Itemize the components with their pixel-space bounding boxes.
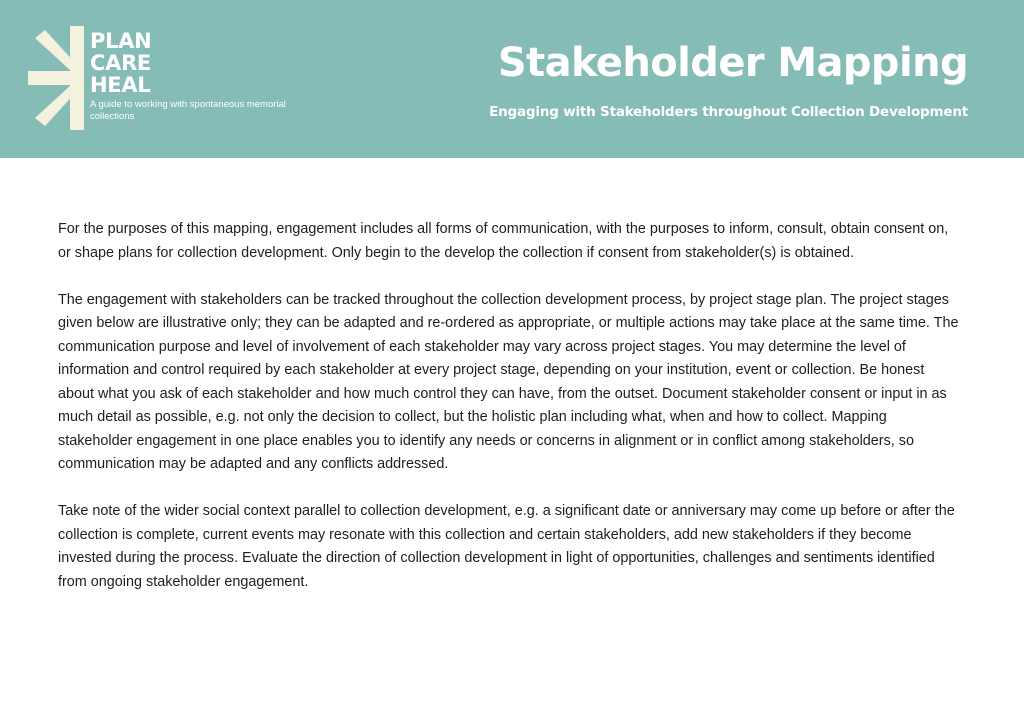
logo-word-care: CARE — [90, 51, 151, 75]
logo-wordmark — [90, 30, 290, 123]
paragraph: The engagement with stakeholders can be tracked throughout the collection development process, by project stage plan. The project stages given below are illustrative only; they can be adapted and re-ordered as appropriate, or multiple actions may take place at the same time. The communication purpose and level of involvement of each stakeholder may vary across project stages. You may determine the level of information and control required by each stakeholder at every project stage, depending on your institution, event or collection. Be honest about what you ask of each stakeholder and how much control they can have, from the outset. Document stakeholder consent or input in as much detail as possible, e.g. not only the decision to collect, but the holistic plan including what, when and how to collect. Mapping stakeholder engagement in one place enables you to identify any needs or concerns in alignment or in conflict among stakeholders, so communication may be adapted and any conflicts addressed. — [58, 291, 959, 472]
page-title: Stakeholder Mapping — [497, 40, 968, 86]
page-header — [0, 0, 1024, 158]
paragraph: Take note of the wider social context parallel to collection development, e.g. a significant date or anniversary may come up before or after the collection is complete, current events may resonate with this collection and certain stakeholders, add new stakeholders if they become invested during the process. Evaluate the direction of collection development in light of opportunities, challenges and sentiments identified from ongoing stakeholder engagement. — [58, 503, 955, 590]
sunburst-logo-icon — [28, 26, 90, 130]
logo-tagline: A guide to working with spontaneous memorial collections — [90, 99, 286, 122]
plan-care-heal-logo — [28, 26, 288, 130]
page-subtitle: Engaging with Stakeholders throughout Collection Development — [489, 104, 968, 120]
paragraph: For the purposes of this mapping, engagement includes all forms of communication, with the purposes to inform, consult, obtain consent on, or shape plans for collection development. Only begin to the develop the collection if consent from stakeholder(s) is obtained. — [58, 221, 949, 261]
body-content — [58, 218, 964, 618]
logo-word-plan: PLAN — [90, 29, 152, 53]
logo-word-heal: HEAL — [90, 73, 151, 97]
